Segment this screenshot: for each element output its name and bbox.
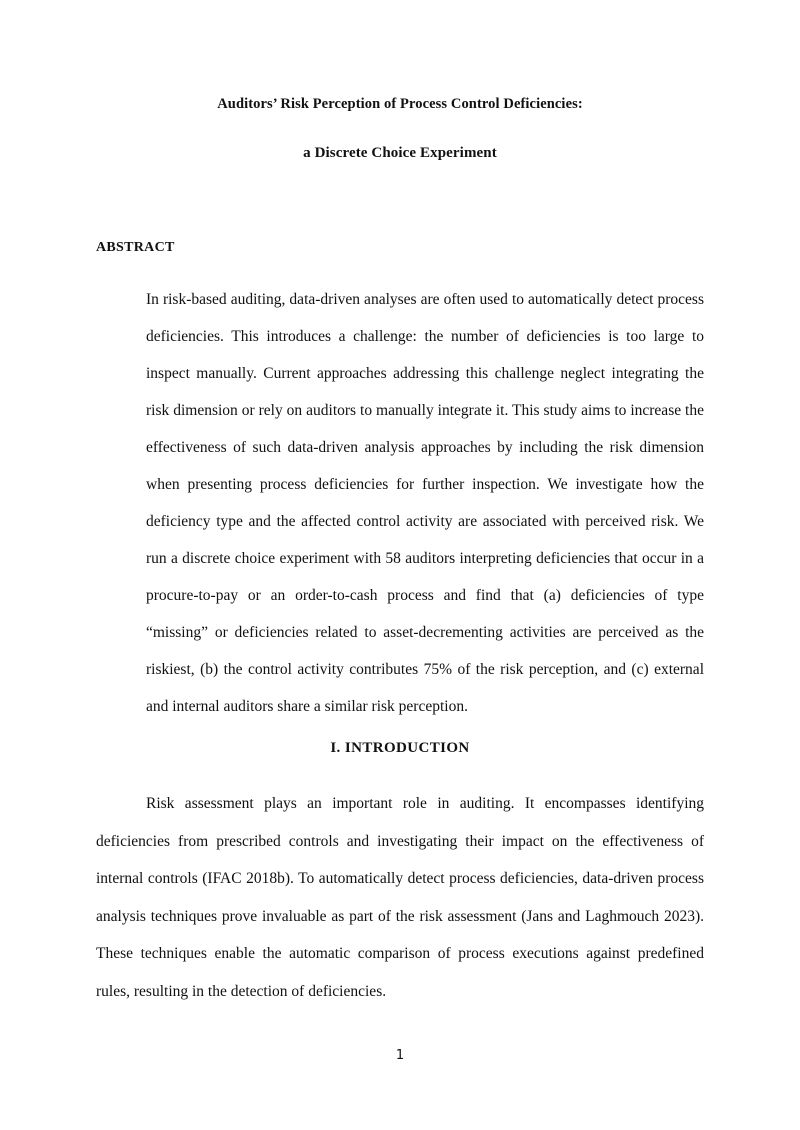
page-number: 1 (395, 1048, 405, 1063)
abstract-text: In risk-based auditing, data-driven analyses are often used to automatically detect process deficiencies. This introduces a challenge: the number of deficiencies is too large to inspect manually. Current approaches addressing this challenge neglect integrating the risk dimension or rely on auditors to manually integrate it. This study aims to increase the effectiveness of such data-driven analysis approaches by including the risk dimension when presenting process deficiencies for further inspection. We investigate how the deficiency type and the affected control activity are associated with perceived risk. We run a discrete choice experiment with 58 auditors interpreting deficiencies that occur in a procure-to-pay or an order-to-cash process and find that (a) deficiencies of type “missing” or deficiencies related to asset-decrementing activities are perceived as the riskiest, (b) the control activity contributes 75% of the risk perception, and (c) external and internal auditors share a similar risk perception. (146, 291, 704, 715)
introduction-paragraph: Risk assessment plays an important role in auditing. It encompasses identifying deficiencies from prescribed controls and investigating their impact on the effectiveness of internal controls (IFAC 2018b). To automatically detect process deficiencies, data-driven process analysis techniques prove invaluable as part of the risk assessment (Jans and Laghmouch 2023). These techniques enable the automatic comparison of process executions against predefined rules, resulting in the detection of deficiencies. (96, 795, 704, 1000)
introduction-heading: I. INTRODUCTION (330, 740, 470, 756)
paper-title-line-2: a Discrete Choice Experiment (303, 145, 497, 161)
abstract-heading: ABSTRACT (96, 240, 175, 255)
paper-title-line-1: Auditors’ Risk Perception of Process Control Deficiencies: (217, 96, 583, 112)
introduction-body (96, 785, 704, 1010)
abstract-body (146, 281, 704, 725)
